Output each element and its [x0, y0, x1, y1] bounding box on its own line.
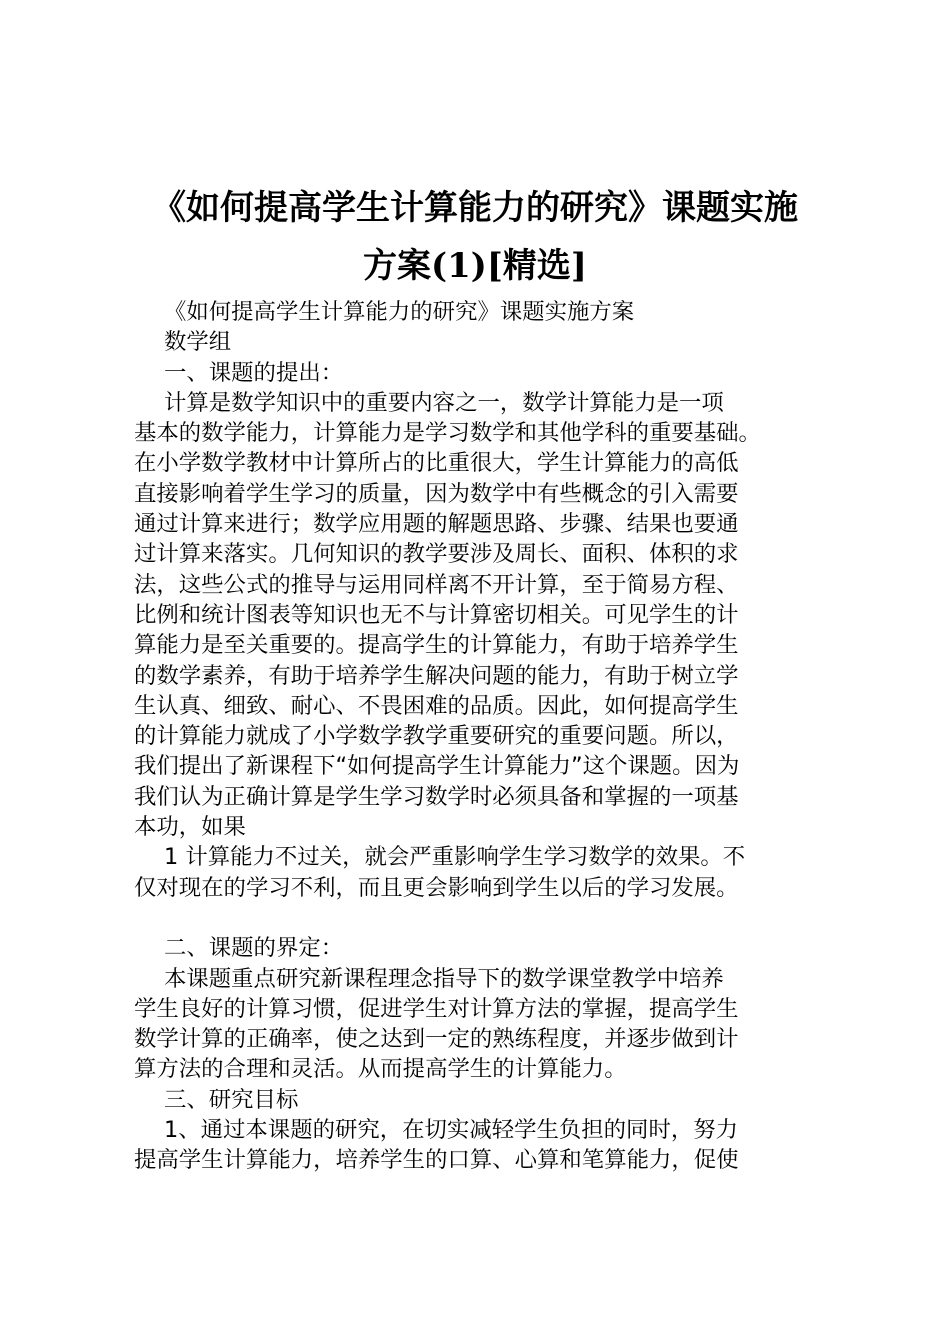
document-title-line-2: 方案(1)[精选]	[362, 246, 587, 286]
paragraph-line: 学生良好的计算习惯，促进学生对计算方法的掌握，提高学生	[134, 995, 739, 1022]
blank-line	[134, 903, 834, 933]
paragraph-line: 我们提出了新课程下“如何提高学生计算能力”这个课题。因为	[134, 753, 740, 780]
paragraph-line: 数学计算的正确率，使之达到一定的熟练程度，并逐步做到计	[134, 1026, 739, 1053]
paragraph-line: 1 计算能力不过关，就会严重影响学生学习数学的效果。不	[164, 844, 746, 871]
paragraph-line: 1、通过本课题的研究，在切实减轻学生负担的同时，努力	[164, 1117, 739, 1144]
paragraph-line: 算方法的合理和灵活。从而提高学生的计算能力。	[134, 1056, 627, 1083]
document-body	[134, 297, 834, 1176]
paragraph-line: 本功，如果	[134, 814, 246, 841]
paragraph-line: 基本的数学能力，计算能力是学习数学和其他学科的重要基础。	[134, 420, 761, 447]
paragraph-line: 过计算来落实。几何知识的教学要涉及周长、面积、体积的求	[134, 541, 739, 568]
section-2-heading: 二、课题的界定：	[164, 935, 344, 962]
paragraph-line: 算能力是至关重要的。提高学生的计算能力，有助于培养学生	[134, 632, 739, 659]
paragraph-line: 法，这些公式的推导与运用同样离不开计算，至于简易方程、	[134, 571, 739, 598]
paragraph-line: 在小学数学教材中计算所占的比重很大，学生计算能力的高低	[134, 450, 739, 477]
paragraph-line: 提高学生计算能力，培养学生的口算、心算和笔算能力，促使	[134, 1147, 739, 1174]
paragraph-line: 的计算能力就成了小学数学教学重要研究的重要问题。所以，	[134, 723, 739, 750]
section-1-heading: 一、课题的提出：	[164, 359, 344, 386]
paragraph-line: 我们认为正确计算是学生学习数学时必须具备和掌握的一项基	[134, 783, 739, 810]
paragraph-line: 的数学素养，有助于培养学生解决问题的能力，有助于树立学	[134, 662, 739, 689]
document-title-line-1: 《如何提高学生计算能力的研究》课题实施	[152, 188, 798, 228]
paragraph-line: 本课题重点研究新课程理念指导下的数学课堂教学中培养	[164, 965, 724, 992]
paragraph-line: 比例和统计图表等知识也无不与计算密切相关。可见学生的计	[134, 601, 739, 628]
paragraph-line: 计算是数学知识中的重要内容之一，数学计算能力是一项	[164, 389, 724, 416]
paragraph-line: 仅对现在的学习不利，而且更会影响到学生以后的学习发展。	[134, 874, 739, 901]
group-label: 数学组	[164, 329, 232, 356]
document-subtitle: 《如何提高学生计算能力的研究》课题实施方案	[164, 299, 635, 325]
paragraph-line: 直接影响着学生学习的质量，因为数学中有些概念的引入需要	[134, 480, 739, 507]
paragraph-line: 生认真、细致、耐心、不畏困难的品质。因此，如何提高学生	[134, 692, 739, 719]
paragraph-line: 通过计算来进行；数学应用题的解题思路、步骤、结果也要通	[134, 511, 739, 538]
section-3-heading: 三、研究目标	[164, 1086, 299, 1113]
